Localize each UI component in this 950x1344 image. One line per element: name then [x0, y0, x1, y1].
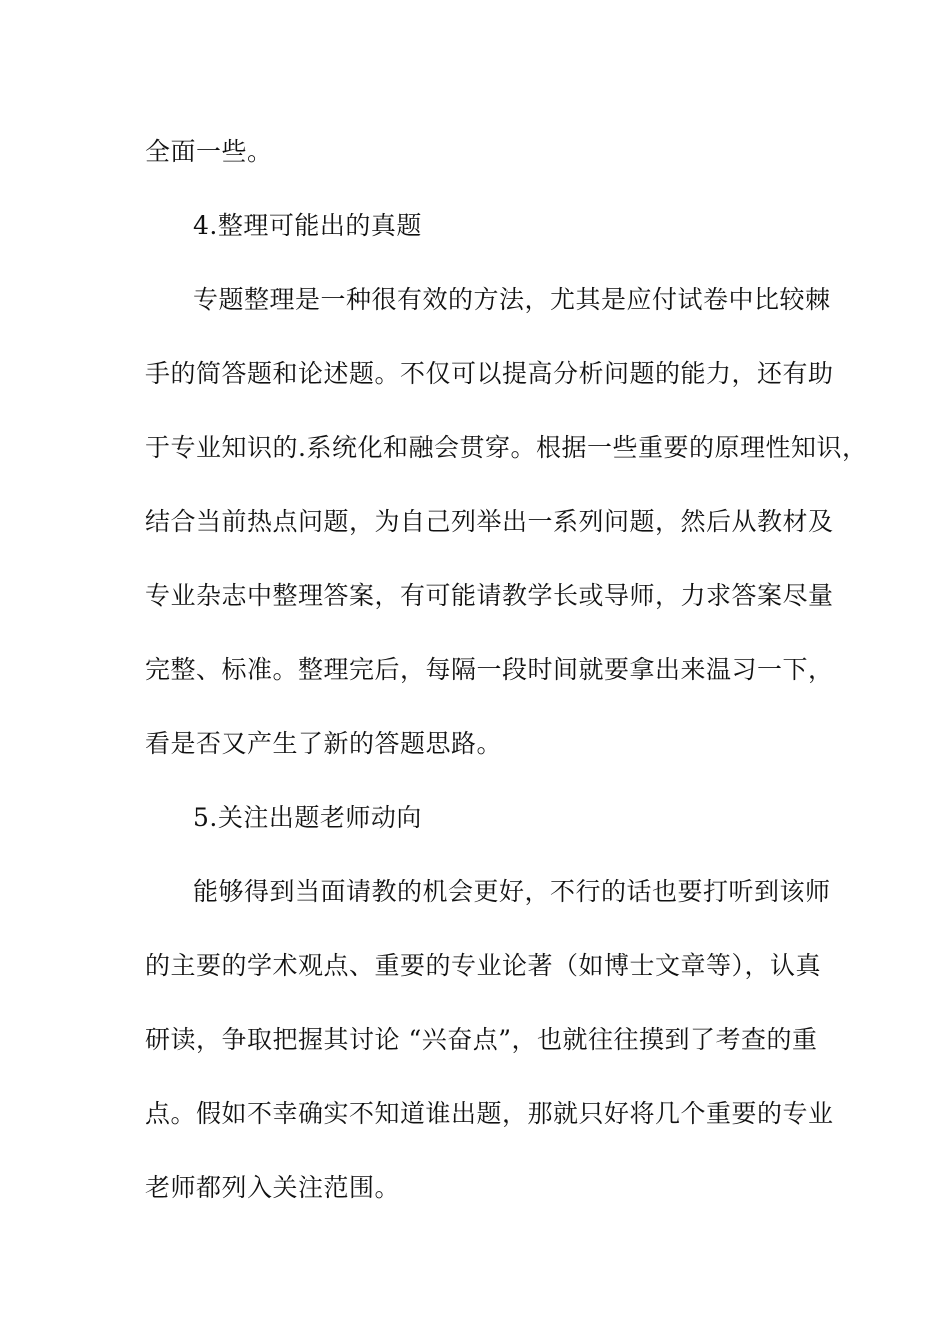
paragraph-line: 于专业知识的.系统化和融会贯穿。根据一些重要的原理性知识，: [145, 433, 868, 462]
paragraph-line: 专题整理是一种很有效的方法，尤其是应付试卷中比较棘: [193, 285, 831, 314]
paragraph-line: 看是否又产生了新的答题思路。: [145, 729, 503, 758]
paragraph-line: 的主要的学术观点、重要的专业论著（如博士文章等），认真: [145, 951, 822, 980]
paragraph-line: 研读，争取把握其讨论 “兴奋点”，也就往往摸到了考查的重: [145, 1025, 818, 1054]
paragraph-line: 结合当前热点问题，为自己列举出一系列问题，然后从教材及: [145, 507, 834, 536]
paragraph-line: 手的简答题和论述题。不仅可以提高分析问题的能力，还有助: [145, 359, 834, 388]
paragraph-line: 专业杂志中整理答案，有可能请教学长或导师，力求答案尽量: [145, 581, 834, 610]
paragraph-line: 能够得到当面请教的机会更好，不行的话也要打听到该师: [193, 877, 831, 906]
paragraph-line: 完整、标准。整理完后，每隔一段时间就要拿出来温习一下，: [145, 655, 834, 684]
section-heading: 5.关注出题老师动向: [193, 803, 422, 832]
paragraph-line: 全面一些。: [145, 137, 273, 166]
section-heading: 4.整理可能出的真题: [193, 211, 422, 240]
paragraph-line: 老师都列入关注范围。: [145, 1173, 401, 1202]
paragraph-line: 点。假如不幸确实不知道谁出题，那就只好将几个重要的专业: [145, 1099, 834, 1128]
